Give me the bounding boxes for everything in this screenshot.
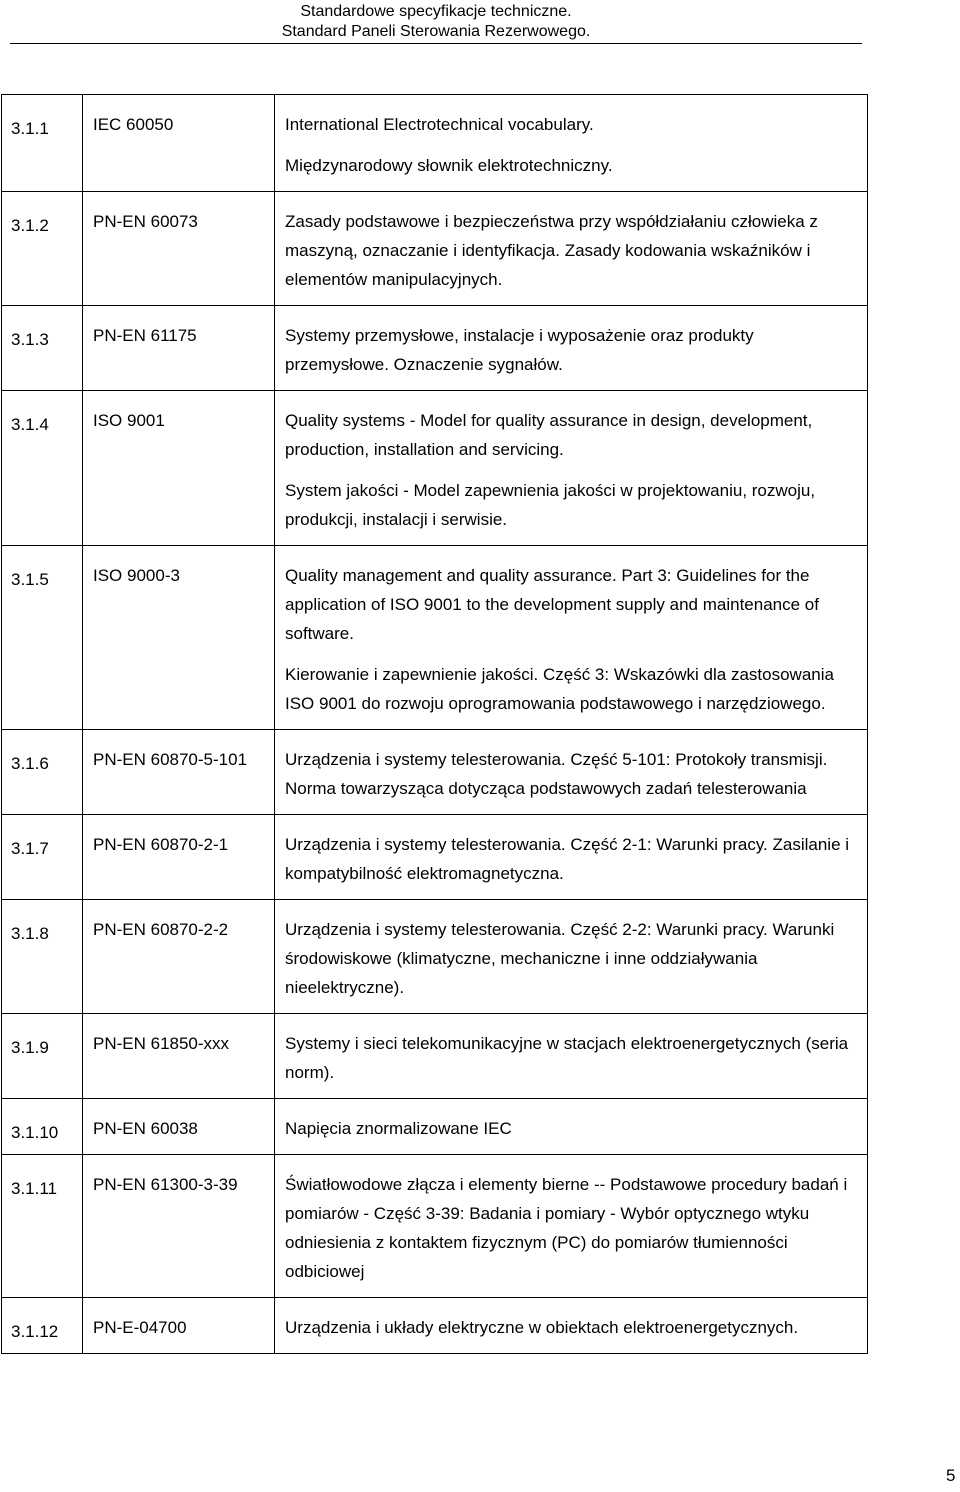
section-number: 3.1.2 (2, 192, 83, 306)
description-paragraph: Urządzenia i układy elektryczne w obiektach elektroenergetycznych. (285, 1318, 799, 1337)
description-paragraph: Urządzenia i systemy telesterowania. Część 2-1: Warunki pracy. Zasilanie i kompatybilność elektromagnetyczna. (285, 835, 850, 883)
section-number: 3.1.10 (2, 1099, 83, 1155)
description-paragraph: System jakości - Model zapewnienia jakości w projektowaniu, rozwoju, produkcji, instalacji i serwisie. (285, 481, 816, 529)
standard-description (275, 1014, 868, 1099)
table-row (2, 95, 868, 192)
section-number: 3.1.4 (2, 391, 83, 546)
table-row (2, 546, 868, 730)
table-row (2, 730, 868, 815)
standard-code: PN-EN 60870-5-101 (83, 730, 275, 815)
description-paragraph: Urządzenia i systemy telesterowania. Część 5-101: Protokoły transmisji. Norma towarzysząca dotycząca podstawowych zadań telesterowania (285, 750, 828, 798)
table-row (2, 1298, 868, 1354)
standard-description (275, 1155, 868, 1298)
standard-code: PN-EN 60073 (83, 192, 275, 306)
table-row (2, 391, 868, 546)
standard-description (275, 95, 868, 192)
standard-code: PN-EN 61850-xxx (83, 1014, 275, 1099)
standard-code: ISO 9001 (83, 391, 275, 546)
description-paragraph: International Electrotechnical vocabulary. (285, 115, 594, 134)
table-row (2, 1099, 868, 1155)
section-number: 3.1.11 (2, 1155, 83, 1298)
standards-table-body (2, 95, 868, 1354)
standard-code: PN-EN 60870-2-1 (83, 815, 275, 900)
description-paragraph: Napięcia znormalizowane IEC (285, 1119, 512, 1138)
standard-code: PN-E-04700 (83, 1298, 275, 1354)
header-title-line-2: Standard Paneli Sterowania Rezerwowego. (281, 23, 591, 40)
description-paragraph: Kierowanie i zapewnienie jakości. Część 3: Wskazówki dla zastosowania ISO 9001 do rozwoju oprogramowania podstawowego i narzędziowego. (285, 665, 834, 713)
description-paragraph: Systemy przemysłowe, instalacje i wyposażenie oraz produkty przemysłowe. Oznaczenie sygnałów. (285, 326, 754, 374)
standard-description (275, 1099, 868, 1155)
section-number: 3.1.1 (2, 95, 83, 192)
standard-description (275, 391, 868, 546)
section-number: 3.1.12 (2, 1298, 83, 1354)
page-header (10, 2, 862, 42)
standard-code: PN-EN 61175 (83, 306, 275, 391)
description-paragraph: Quality management and quality assurance. Part 3: Guidelines for the application of ISO 9001 to the development supply and maintenance of software. (285, 566, 819, 643)
standard-description (275, 1298, 868, 1354)
standard-description (275, 815, 868, 900)
table-row (2, 1014, 868, 1099)
section-number: 3.1.8 (2, 900, 83, 1014)
standard-code: PN-EN 60038 (83, 1099, 275, 1155)
table-row (2, 1155, 868, 1298)
description-paragraph: Zasady podstawowe i bezpieczeństwa przy współdziałaniu człowieka z maszyną, oznaczanie i identyfikacja. Zasady kodowania wskaźników i elementów manipulacyjnych. (285, 212, 818, 289)
section-number: 3.1.5 (2, 546, 83, 730)
description-paragraph: Urządzenia i systemy telesterowania. Część 2-2: Warunki pracy. Warunki środowiskowe (klimatyczne, mechaniczne i inne oddziaływania nieelektryczne). (285, 920, 835, 997)
table-row (2, 192, 868, 306)
standard-code: PN-EN 61300-3-39 (83, 1155, 275, 1298)
table-row (2, 815, 868, 900)
header-title-line-1: Standardowe specyfikacje techniczne. (300, 3, 572, 20)
standard-code: PN-EN 60870-2-2 (83, 900, 275, 1014)
standard-code: IEC 60050 (83, 95, 275, 192)
standard-code: ISO 9000-3 (83, 546, 275, 730)
standards-table (1, 94, 868, 1354)
description-paragraph: Międzynarodowy słownik elektrotechniczny. (285, 156, 613, 175)
header-divider (10, 43, 862, 44)
table-row (2, 900, 868, 1014)
section-number: 3.1.3 (2, 306, 83, 391)
standard-description (275, 730, 868, 815)
section-number: 3.1.9 (2, 1014, 83, 1099)
description-paragraph: Quality systems - Model for quality assurance in design, development, production, installation and servicing. (285, 411, 813, 459)
standard-description (275, 192, 868, 306)
description-paragraph: Światłowodowe złącza i elementy bierne -- Podstawowe procedury badań i pomiarów - Część 3-39: Badania i pomiary - Wybór optycznego wtyku odniesienia z kontaktem fizycznym (PC) do pomiarów tłumienności odbiciowej (285, 1175, 848, 1281)
page-number: 5 (946, 1466, 956, 1485)
description-paragraph: Systemy i sieci telekomunikacyjne w stacjach elektroenergetycznych (seria norm). (285, 1034, 849, 1082)
section-number: 3.1.7 (2, 815, 83, 900)
table-row (2, 306, 868, 391)
section-number: 3.1.6 (2, 730, 83, 815)
standard-description (275, 546, 868, 730)
standard-description (275, 900, 868, 1014)
standard-description (275, 306, 868, 391)
